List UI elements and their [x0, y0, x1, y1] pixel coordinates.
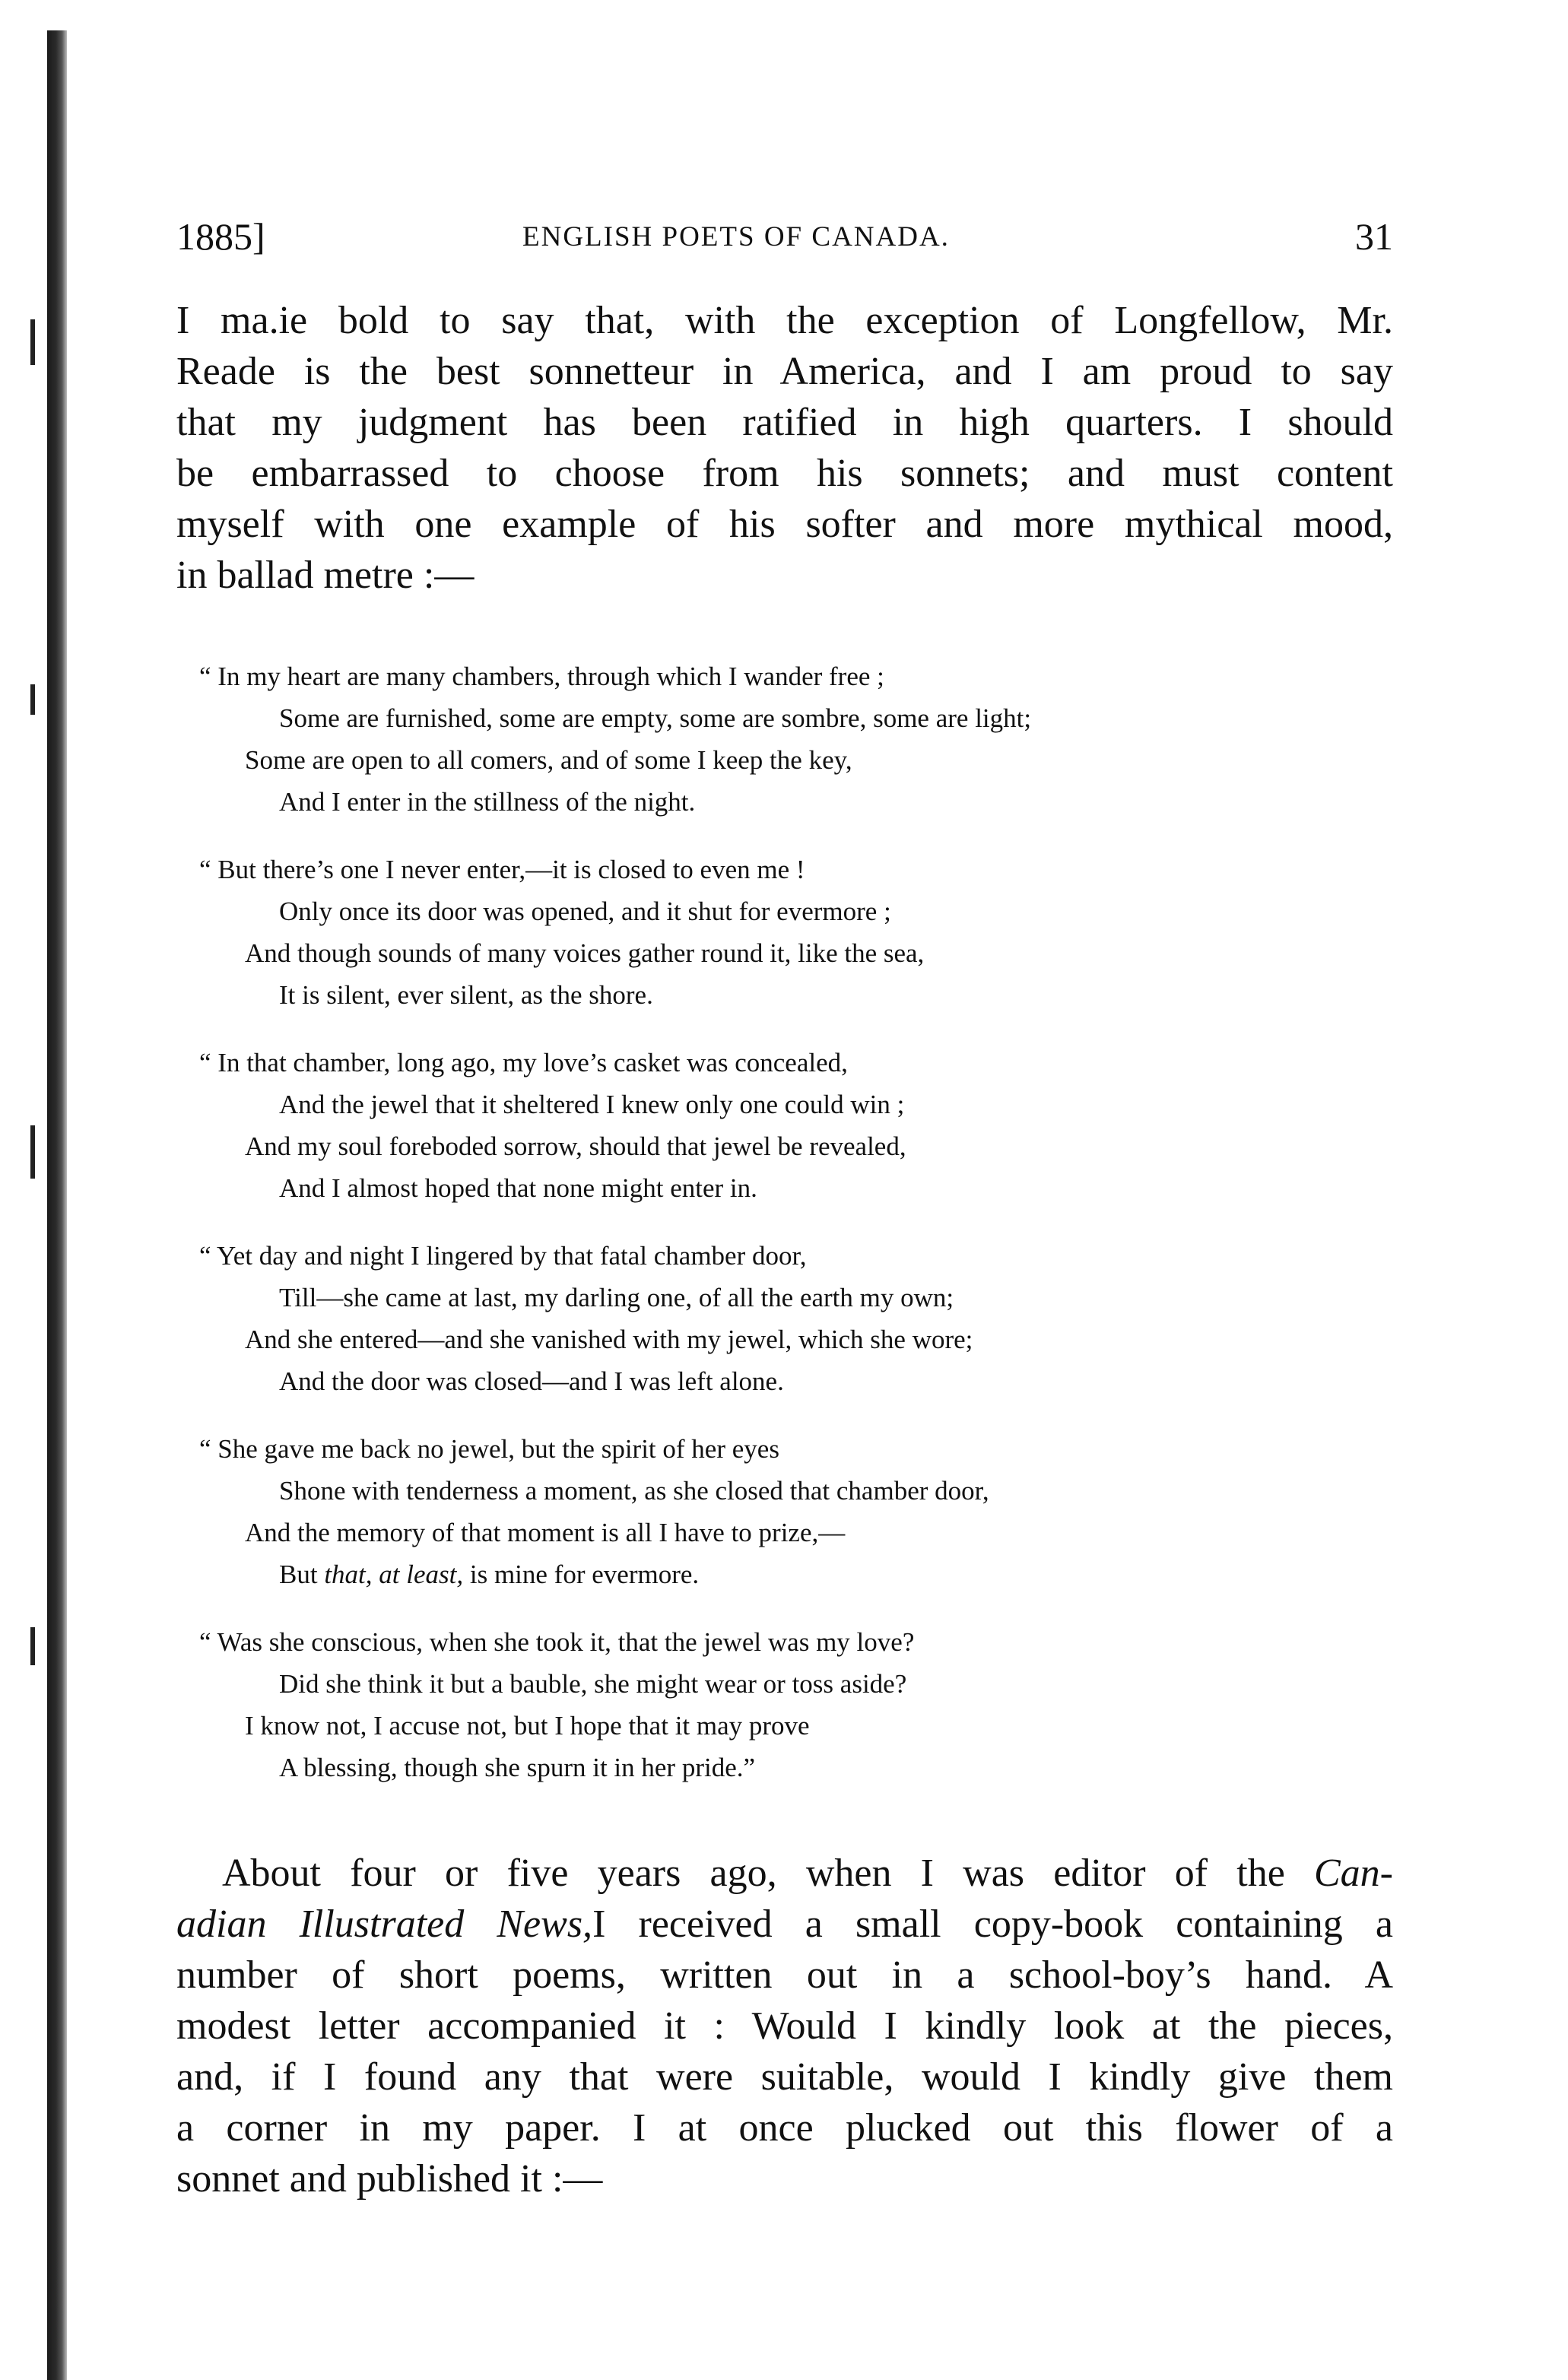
poem-line: “ Yet day and night I lingered by that fatal chamber door,	[199, 1241, 807, 1271]
poem-line: “ In that chamber, long ago, my love’s casket was concealed,	[199, 1048, 848, 1077]
poem-line: “ She gave me back no jewel, but the spirit of her eyes	[199, 1434, 779, 1464]
prose-italic-text: adian Illustrated News,	[176, 1902, 593, 1946]
prose-line: be embarrassed to choose from his sonnets; and must content	[176, 452, 1393, 495]
poem-line: And though sounds of many voices gather round it, like the sea,	[245, 938, 925, 968]
poem-line: And the jewel that it sheltered I knew only one could win ;	[279, 1090, 905, 1119]
poem-line: Some are furnished, some are empty, some are sombre, some are light;	[279, 703, 1032, 733]
prose-line: myself with one example of his softer and more mythical mood,	[176, 503, 1393, 546]
prose-line: I ma.ie bold to say that, with the exception of Longfellow, Mr.	[176, 299, 1393, 342]
prose-line	[176, 1899, 1393, 1950]
running-head	[176, 214, 1393, 268]
poem-line: “ In my heart are many chambers, through which I wander free ;	[199, 662, 884, 691]
poem-line: Shone with tenderness a moment, as she closed that chamber door,	[279, 1476, 989, 1506]
poem-stanza	[199, 1042, 1385, 1209]
ballad-poem	[199, 655, 1385, 1814]
header-year: 1885]	[176, 215, 265, 258]
prose-italic-text: Can-	[1314, 1852, 1393, 1895]
prose-text: About four or five years ago, when I was editor of the	[222, 1852, 1314, 1895]
binding-mark	[30, 684, 35, 715]
prose-line: Reade is the best sonnetteur in America, and I am proud to say	[176, 350, 1393, 393]
poem-line	[199, 1553, 1385, 1595]
poem-line: I know not, I accuse not, but I hope that it may prove	[245, 1711, 810, 1741]
poem-stanza	[199, 1235, 1385, 1402]
closing-paragraph	[176, 1848, 1393, 2204]
poem-line: And the memory of that moment is all I have to prize,—	[245, 1518, 846, 1547]
poem-line: Only once its door was opened, and it shut for evermore ;	[279, 896, 891, 926]
poem-stanza	[199, 655, 1385, 823]
poem-line: It is silent, ever silent, as the shore.	[279, 980, 653, 1010]
poem-line: And my soul foreboded sorrow, should that jewel be revealed,	[245, 1131, 906, 1161]
prose-line: and, if I found any that were suitable, would I kindly give them	[176, 2055, 1393, 2099]
binding-mark	[30, 1627, 35, 1665]
prose-text: I received a small copy-book containing a	[592, 1902, 1393, 1946]
page-number: 31	[1355, 215, 1393, 258]
poem-text: is mine for evermore.	[463, 1560, 700, 1589]
poem-line: And she entered—and she vanished with my jewel, which she wore;	[245, 1325, 973, 1354]
poem-stanza	[199, 849, 1385, 1016]
poem-line: Till—she came at last, my darling one, of all the earth my own;	[279, 1283, 954, 1312]
binding-mark	[30, 319, 35, 365]
poem-line: And I almost hoped that none might enter in.	[279, 1173, 757, 1203]
poem-text: But	[279, 1560, 325, 1589]
prose-line: sonnet and published it :—	[176, 2157, 603, 2201]
page-binding-edge	[47, 30, 67, 2380]
poem-line: A blessing, though she spurn it in her pride.”	[279, 1753, 756, 1782]
prose-line: in ballad metre :—	[176, 554, 475, 597]
prose-line: number of short poems, written out in a school-boy’s hand. A	[176, 1953, 1393, 1997]
prose-line	[176, 1848, 1393, 1899]
header-title: ENGLISH POETS OF CANADA.	[522, 221, 950, 252]
poem-line: Did she think it but a bauble, she might wear or toss aside?	[279, 1669, 907, 1699]
intro-paragraph	[176, 295, 1393, 601]
poem-line: Some are open to all comers, and of some I keep the key,	[245, 745, 852, 775]
poem-stanza	[199, 1428, 1385, 1595]
poem-line: “ But there’s one I never enter,—it is closed to even me !	[199, 855, 805, 884]
poem-line: “ Was she conscious, when she took it, that the jewel was my love?	[199, 1627, 915, 1657]
prose-line: modest letter accompanied it : Would I kindly look at the pieces,	[176, 2004, 1393, 2048]
prose-line: that my judgment has been ratified in high quarters. I should	[176, 401, 1393, 444]
poem-line: And the door was closed—and I was left alone.	[279, 1366, 784, 1396]
poem-stanza	[199, 1621, 1385, 1788]
poem-italic-text: that, at least,	[324, 1560, 464, 1589]
binding-mark	[30, 1125, 35, 1179]
prose-line: a corner in my paper. I at once plucked out this flower of a	[176, 2106, 1393, 2150]
poem-line: And I enter in the stillness of the night.	[279, 787, 696, 817]
